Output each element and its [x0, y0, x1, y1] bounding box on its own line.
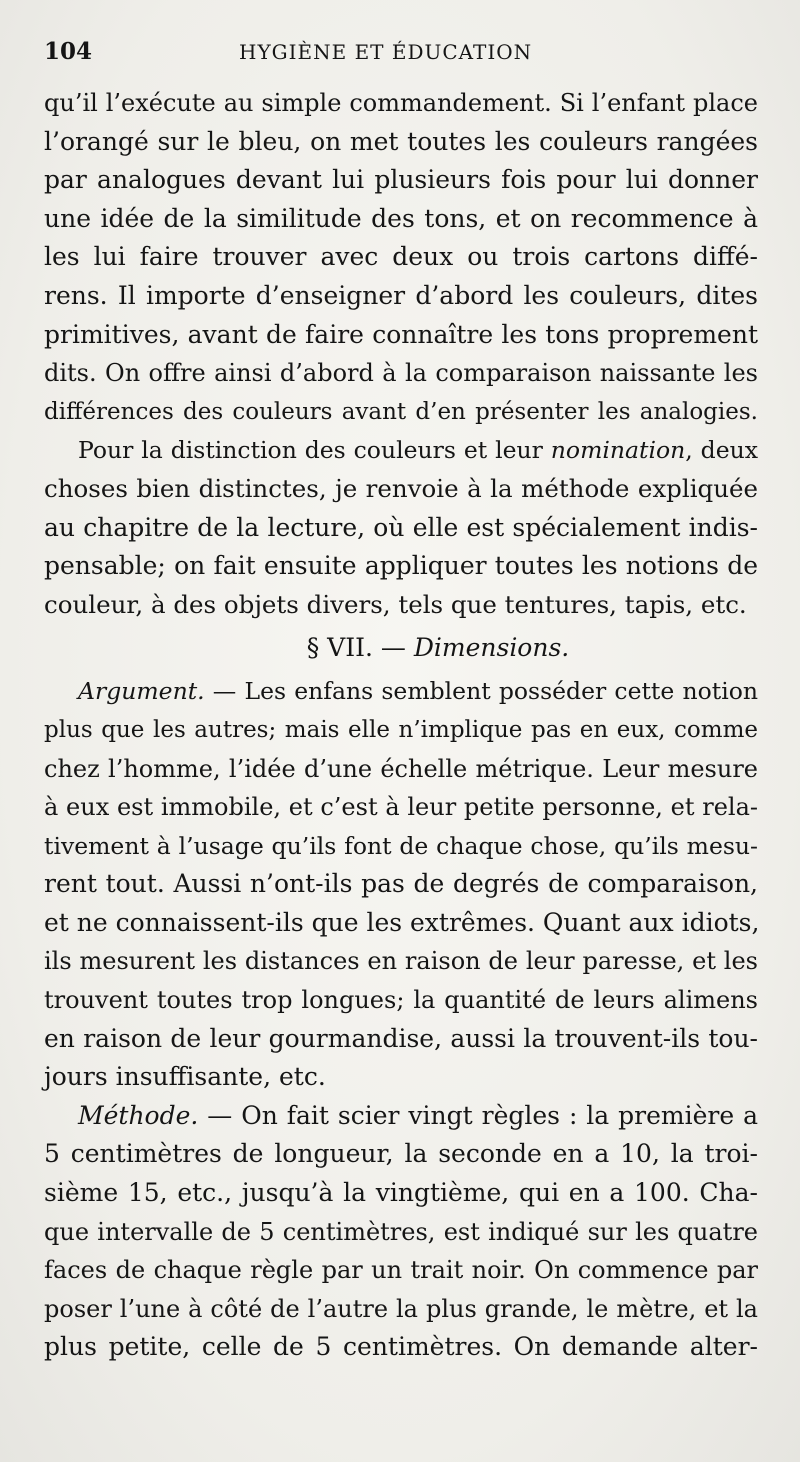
text-line: au chapitre de la lecture, où elle est spécialement indis-: [44, 512, 758, 542]
text-line: primitives, avant de faire connaître les tons proprement: [44, 319, 758, 349]
text-line: poser l’une à côté de l’autre la plus grande, le mètre, et la: [44, 1294, 758, 1323]
text-line: trouvent toutes trop longues; la quantité de leurs alimens: [44, 986, 758, 1015]
text-span: Pour la distinction des couleurs et leur: [78, 436, 551, 465]
section-dash: —: [380, 633, 406, 663]
section-heading: [44, 624, 758, 672]
text-line: en raison de leur gourmandise, aussi la trouvent-ils tou-: [44, 1023, 758, 1053]
text-line: différences des couleurs avant d’en présenter les analogies.: [44, 398, 758, 425]
text-line: par analogues devant lui plusieurs fois pour lui donner: [44, 165, 758, 195]
page-number: 104: [44, 38, 93, 65]
text-line: choses bien distinctes, je renvoie à la méthode expliquée: [44, 473, 758, 503]
body-text: [44, 84, 758, 1367]
running-title: HYGIÈNE ET ÉDUCATION: [239, 40, 533, 64]
text-span: — Les enfans semblent posséder cette notion: [204, 677, 758, 706]
text-line: faces de chaque règle par un trait noir. On commence par: [44, 1256, 758, 1285]
text-line: jours insuffisante, etc.: [44, 1062, 326, 1092]
paragraph-first-line: [44, 1097, 758, 1136]
text-span: , deux: [685, 436, 758, 465]
text-line: à eux est immobile, et c’est à leur petite personne, et rela-: [44, 793, 758, 822]
text-line: plus petite, celle de 5 centimètres. On demande alter-: [44, 1332, 758, 1362]
text-line: et ne connaissent-ils que les extrêmes. Quant aux idiots,: [44, 907, 760, 937]
text-line: rens. Il importe d’enseigner d’abord les couleurs, dites: [44, 280, 758, 310]
text-line: dits. On offre ainsi d’abord à la comparaison naissante les: [44, 359, 758, 388]
text-line: que intervalle de 5 centimètres, est indiqué sur les quatre: [44, 1217, 758, 1246]
page-header: [44, 38, 756, 74]
italic-term: nomination: [550, 436, 686, 465]
section-number: § VII.: [306, 633, 373, 663]
text-line: sième 15, etc., jusqu’à la vingtième, qui en a 100. Cha-: [44, 1178, 758, 1208]
text-line: rent tout. Aussi n’ont-ils pas de degrés de comparaison,: [44, 869, 758, 899]
text-line: 5 centimètres de longueur, la seconde en a 10, la troi-: [44, 1139, 758, 1169]
paragraph-first-line: [44, 431, 758, 470]
text-line: l’orangé sur le bleu, on met toutes les couleurs rangées: [44, 126, 758, 156]
text-line: couleur, à des objets divers, tels que tentures, tapis, etc.: [44, 589, 747, 619]
paragraph-label: Argument.: [78, 677, 205, 706]
text-line: pensable; on fait ensuite appliquer toutes les notions de: [44, 551, 758, 581]
text-line: plus que les autres; mais elle n’implique pas en eux, comme: [44, 716, 758, 743]
text-line: ils mesurent les distances en raison de leur paresse, et les: [44, 947, 758, 976]
text-line: les lui faire trouver avec deux ou trois cartons diffé-: [44, 242, 758, 272]
text-line: chez l’homme, l’idée d’une échelle métrique. Leur mesure: [44, 754, 758, 783]
paragraph-first-line: [44, 672, 758, 711]
paragraph-label: Méthode.: [78, 1100, 199, 1130]
text-line: tivement à l’usage qu’ils font de chaque chose, qu’ils mesu-: [44, 831, 758, 860]
text-line: qu’il l’exécute au simple commandement. Si l’enfant place: [44, 89, 758, 117]
text-span: — On fait scier vingt règles : la première a: [198, 1100, 758, 1130]
text-line: une idée de la similitude des tons, et on recommence à: [44, 203, 758, 233]
section-title: Dimensions.: [413, 633, 570, 663]
